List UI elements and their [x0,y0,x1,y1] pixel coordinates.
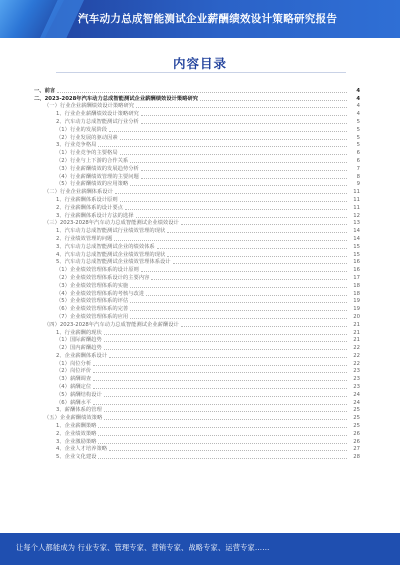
toc-leader-dots [167,232,347,233]
toc-entry-page: 11 [353,189,360,196]
toc-entry-label: （1）岗位分析 [56,360,92,367]
toc-leader-dots [181,224,347,225]
toc-entry[interactable] [34,164,360,172]
toc-entry-page: 11 [353,204,360,211]
toc-entry-label: 3、企业激励策略 [56,438,97,445]
toc-entry-page: 26 [353,438,360,445]
toc-entry[interactable] [34,219,360,227]
toc-leader-dots [115,193,347,194]
toc-entry-label: 1、企业薪酬策略 [56,423,97,430]
toc-entry[interactable] [34,374,360,382]
toc-leader-dots [104,419,347,420]
toc-entry-page: 6 [356,157,360,164]
toc-entry-page: 7 [356,165,360,172]
toc-entry-label: （3）薪酬调查 [56,376,92,383]
toc-leader-dots [120,139,347,140]
toc-entry-page: 18 [353,290,360,297]
toc-entry[interactable] [34,109,360,117]
toc-entry[interactable] [34,156,360,164]
header-banner [0,0,400,38]
toc-entry-page: 4 [356,111,360,118]
toc-entry-label: （6）企业绩效管理体系的完善 [56,306,129,313]
toc-entry[interactable] [34,125,360,133]
toc-entry[interactable] [34,297,360,305]
toc-entry-label: （2）行业与上下游的合作关系 [56,157,129,164]
toc-entry[interactable] [34,312,360,320]
toc-entry-page: 22 [353,352,360,359]
toc-leader-dots [98,427,347,428]
toc-leader-dots [109,450,347,451]
toc-entry-label: 1、行业薪酬的现状 [56,329,102,336]
toc-entry-label: 5、汽车动力总成智能测试企业绩效管理体系设计 [56,259,171,266]
toc-leader-dots [93,380,347,381]
toc-entry-label: 1、行业薪酬体系设计原则 [56,196,118,203]
toc-leader-dots [167,256,347,257]
toc-entry-label: 2、企业薪酬体系设计 [56,352,108,359]
toc-entry-label: 1、汽车动力总成智能测试行业绩效管理的现状 [56,228,166,235]
toc-entry-label: （4）薪酬定位 [56,384,92,391]
toc-leader-dots [136,107,347,108]
toc-entry-label: 2、行业绩效管理的问题 [56,235,113,242]
toc-entry-page: 20 [353,313,360,320]
toc-entry[interactable] [34,180,360,188]
toc-entry-page: 24 [353,399,360,406]
toc-leader-dots [130,302,347,303]
toc-entry[interactable] [34,328,360,336]
footer-banner [0,533,400,565]
toc-entry-page: 6 [356,150,360,157]
toc-entry-page: 22 [353,345,360,352]
toc-leader-dots [109,131,347,132]
toc-entry-label: 3、汽车动力总成智能测试企业的绩效体系 [56,243,155,250]
toc-entry-label: 3、行业薪酬体系设计方法的选择 [56,212,134,219]
toc-list [34,86,360,460]
toc-entry-page: 19 [353,298,360,305]
toc-entry[interactable] [34,382,360,390]
toc-entry[interactable] [34,320,360,328]
toc-entry-page: 4 [356,87,360,94]
toc-entry[interactable] [34,226,360,234]
toc-leader-dots [109,357,347,358]
toc-entry[interactable] [34,445,360,453]
toc-entry-page: 16 [353,267,360,274]
toc-leader-dots [120,201,347,202]
toc-leader-dots [141,271,347,272]
toc-entry-label: 3、行业竞争格局 [56,142,97,149]
toc-entry-label: （5）行业薪酬绩效的应用策略 [56,181,129,188]
toc-leader-dots [130,318,347,319]
toc-entry-page: 12 [353,212,360,219]
toc-leader-dots [141,123,347,124]
toc-entry[interactable] [34,421,360,429]
toc-entry-page: 21 [353,337,360,344]
toc-leader-dots [104,341,347,342]
toc-entry-label: （3）行业薪酬绩效的发展趋势分析 [56,165,139,172]
toc-entry[interactable] [34,289,360,297]
toc-entry-page: 5 [356,118,360,125]
toc-entry-page: 21 [353,321,360,328]
toc-entry[interactable] [34,141,360,149]
toc-leader-dots [98,146,347,147]
toc-entry[interactable] [34,250,360,258]
toc-entry-label: 4、汽车动力总成智能测试企业绩效管理的现状 [56,251,166,258]
toc-leader-dots [120,154,347,155]
toc-entry[interactable] [34,406,360,414]
toc-entry-page: 8 [356,173,360,180]
toc-entry-page: 25 [353,415,360,422]
toc-entry-page: 23 [353,384,360,391]
toc-entry-page: 23 [353,376,360,383]
toc-leader-dots [93,404,347,405]
toc-entry-label: 1、行业企业薪酬绩效设计策略研究 [56,111,139,118]
toc-entry-label: （5）薪酬结构设计 [56,391,102,398]
toc-entry[interactable] [34,437,360,445]
toc-entry-page: 5 [356,134,360,141]
toc-leader-dots [151,279,347,280]
toc-entry[interactable] [34,359,360,367]
toc-entry-page: 15 [353,251,360,258]
toc-entry-page: 27 [353,446,360,453]
toc-entry-page: 25 [353,407,360,414]
toc-entry[interactable] [34,258,360,266]
toc-entry-label: 2、汽车动力总成智能测试行业分析 [56,118,139,125]
toc-entry[interactable] [34,187,360,195]
toc-leader-dots [93,372,347,373]
toc-entry-label: 二、2023-2028年汽车动力总成智能测试企业薪酬绩效设计策略研究 [34,95,199,102]
toc-entry-page: 16 [353,259,360,266]
toc-leader-dots [98,443,347,444]
toc-leader-dots [98,435,347,436]
toc-entry-label: （三）2023-2028年汽车动力总成智能测试企业绩效设计 [44,220,179,227]
toc-entry-page: 4 [356,103,360,110]
toc-entry-page: 22 [353,360,360,367]
toc-leader-dots [57,92,347,93]
toc-entry-page: 28 [353,454,360,461]
toc-entry-page: 21 [353,329,360,336]
toc-entry-label: 5、企业文化建设 [56,454,97,461]
toc-leader-dots [157,248,347,249]
toc-entry-label: 3、薪酬体系的管理 [56,407,102,414]
toc-entry[interactable] [34,351,360,359]
toc-entry-page: 14 [353,235,360,242]
toc-title: 内容目录 [172,56,227,71]
report-title: 汽车动力总成智能测试企业薪酬绩效设计策略研究报告 [78,13,338,25]
toc-entry-page: 13 [353,220,360,227]
toc-leader-dots [130,310,347,311]
toc-entry-label: （4）企业绩效管理体系的考核与改进 [56,290,145,297]
toc-entry-label: （四）2023-2028年汽车动力总成智能测试企业薪酬设计 [44,321,179,328]
toc-entry-label: （二）行业企业薪酬体系设计 [44,189,113,196]
toc-leader-dots [93,365,347,366]
toc-entry-page: 9 [356,181,360,188]
toc-entry[interactable] [34,117,360,125]
toc-leader-dots [114,240,347,241]
toc-entry-label: （2）企业绩效管理体系设计的主要内容 [56,274,150,281]
toc-entry[interactable] [34,367,360,375]
toc-entry-label: （3）企业绩效管理体系的实施 [56,282,129,289]
toc-entry[interactable] [34,343,360,351]
toc-leader-dots [125,209,347,210]
toc-leader-dots [93,388,347,389]
toc-entry[interactable] [34,390,360,398]
toc-entry[interactable] [34,102,360,110]
toc-entry[interactable] [34,429,360,437]
toc-entry-page: 17 [353,274,360,281]
toc-entry[interactable] [34,336,360,344]
toc-leader-dots [104,334,347,335]
toc-entry[interactable] [34,148,360,156]
toc-entry-page: 14 [353,228,360,235]
toc-entry[interactable] [34,242,360,250]
toc-entry-label: （1）行业的发展阶段 [56,126,108,133]
toc-entry[interactable] [34,133,360,141]
toc-entry[interactable] [34,195,360,203]
toc-entry-page: 19 [353,306,360,313]
toc-entry-label: 一、前言 [34,87,56,94]
toc-leader-dots [200,100,347,101]
toc-leader-dots [141,178,347,179]
toc-leader-dots [141,115,347,116]
toc-entry-page: 25 [353,423,360,430]
toc-entry-label: （5）企业绩效管理体系的评估 [56,298,129,305]
toc-leader-dots [146,295,347,296]
toc-entry-label: （一）行业企业薪酬绩效设计策略研究 [44,103,135,110]
toc-entry-page: 26 [353,430,360,437]
toc-entry-page: 23 [353,368,360,375]
toc-leader-dots [136,217,347,218]
toc-entry-page: 5 [356,142,360,149]
toc-leader-dots [104,396,347,397]
toc-entry-label: （2）国内薪酬趋势 [56,345,102,352]
toc-entry-page: 11 [353,196,360,203]
toc-entry-label: 2、企业绩效策略 [56,430,97,437]
toc-entry-label: （1）国际薪酬趋势 [56,337,102,344]
toc-leader-dots [130,162,347,163]
toc-entry-label: （7）企业绩效管理体系的应用 [56,313,129,320]
toc-entry-page: 15 [353,243,360,250]
toc-divider [56,72,346,73]
toc-entry-page: 18 [353,282,360,289]
toc-entry-label: （4）行业薪酬绩效管理的主要问题 [56,173,139,180]
toc-entry-page: 24 [353,391,360,398]
toc-entry-page: 5 [356,126,360,133]
toc-entry-label: （2）岗位评价 [56,368,92,375]
toc-entry[interactable] [34,398,360,406]
toc-leader-dots [181,326,347,327]
toc-entry[interactable] [34,304,360,312]
toc-entry[interactable] [34,413,360,421]
toc-leader-dots [130,287,347,288]
toc-entry[interactable] [34,172,360,180]
toc-leader-dots [130,185,347,186]
toc-leader-dots [104,349,347,350]
toc-entry[interactable] [34,452,360,460]
toc-entry-label: 2、行业薪酬体系的设计要点 [56,204,123,211]
toc-entry-label: （6）薪酬水平 [56,399,92,406]
toc-entry-page: 4 [356,95,360,102]
toc-leader-dots [98,458,347,459]
toc-entry-label: （五）企业薪酬绩效策略 [44,415,103,422]
toc-entry[interactable] [34,211,360,219]
toc-entry-label: 4、企业人才培养策略 [56,446,108,453]
toc-leader-dots [173,263,347,264]
toc-entry-label: （1）行业竞争的主要格局 [56,150,118,157]
toc-entry[interactable] [34,203,360,211]
toc-entry[interactable] [34,281,360,289]
footer-slogan: 让每个人都能成为 行业专家、管理专家、营销专家、战略专家、运营专家…… [16,543,270,552]
toc-entry-label: （2）行业发展的驱动因素 [56,134,118,141]
toc-entry[interactable] [34,234,360,242]
toc-entry[interactable] [34,86,360,94]
toc-leader-dots [104,411,347,412]
toc-entry[interactable] [34,265,360,273]
toc-entry-label: （1）企业绩效管理体系的设计原则 [56,267,139,274]
toc-entry[interactable] [34,94,360,102]
toc-leader-dots [141,170,347,171]
toc-entry[interactable] [34,273,360,281]
